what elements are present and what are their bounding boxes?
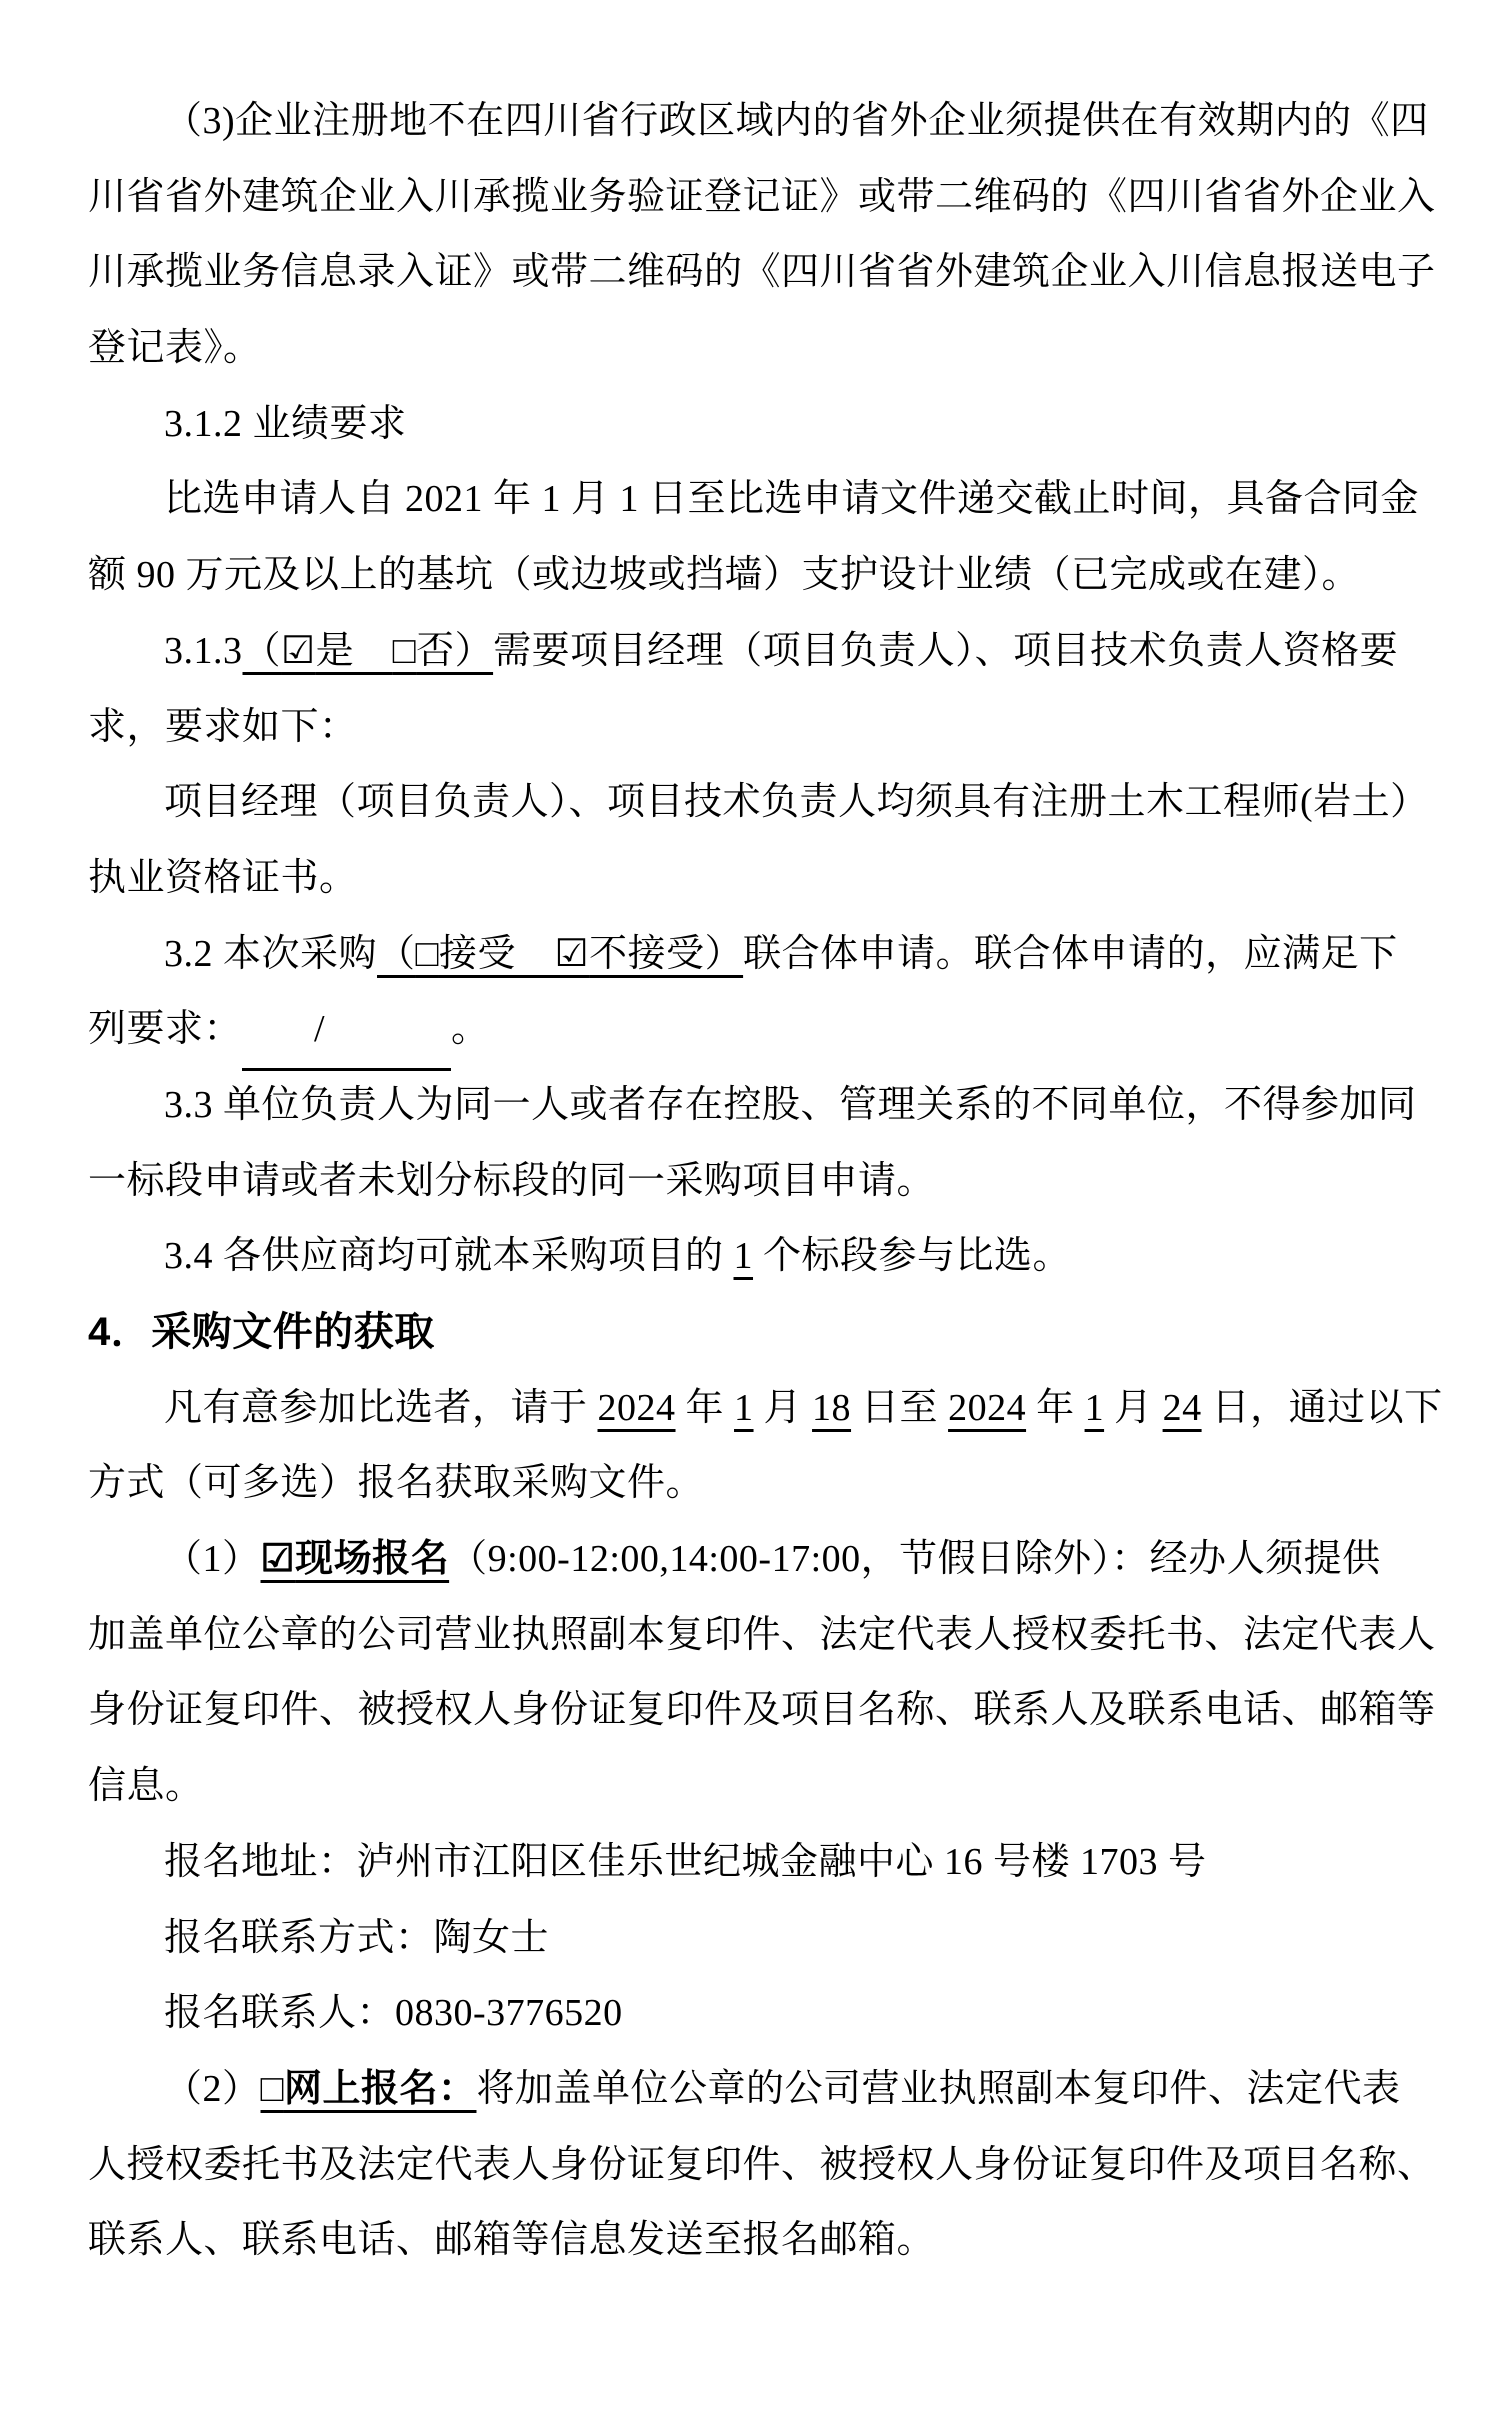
text-run: 现场报名 [295, 1538, 450, 1581]
checkbox-checked-icon: ☑ [281, 629, 316, 672]
text-run: 1 [733, 1235, 754, 1278]
fill-in-blank-slash: / [242, 992, 451, 1071]
document-line [88, 2128, 1440, 2204]
text-run: 年 [1026, 1386, 1085, 1429]
text-run: 2024 [597, 1386, 676, 1429]
checkbox-unchecked-icon: □ [392, 629, 417, 672]
text-run: 否） [416, 629, 494, 672]
text-run: 项目经理（项目负责人）、项目技术负责人均须具有注册土木工程师(岩土） [164, 781, 1429, 824]
text-run: 需要项目经理（项目负责人）、项目技术负责人资格要 [493, 629, 1399, 672]
document-line [88, 311, 1440, 387]
text-run: 2024 [948, 1386, 1027, 1429]
text-run: 报名联系人：0830-3776520 [164, 1992, 623, 2035]
document-line [88, 538, 1440, 614]
text-run: 人授权委托书及法定代表人身份证复印件、被授权人身份证复印件及项目名称、 [88, 2143, 1436, 2186]
text-run: 个标段参与比选。 [753, 1235, 1072, 1278]
text-run: 网上报名： [283, 2067, 477, 2110]
document-line [88, 235, 1440, 311]
checkbox-unchecked-icon: □ [415, 932, 439, 975]
text-run: 执业资格证书。 [88, 856, 358, 899]
document-line [88, 2203, 1440, 2279]
text-run: 列要求： [88, 1008, 243, 1051]
document-line [88, 84, 1440, 160]
text-run: 身份证复印件、被授权人身份证复印件及项目名称、联系人及联系电话、邮箱等 [88, 1689, 1436, 1732]
text-run: 4．采购文件的获取 [88, 1310, 435, 1354]
text-run: （3)企业注册地不在四川省行政区域内的省外企业须提供在有效期内的《四 [164, 100, 1429, 142]
text-run: 信息。 [88, 1765, 204, 1808]
document-line [88, 1749, 1440, 1825]
checkbox-checked-icon: ☑ [260, 1538, 296, 1581]
text-run: 接受 [438, 932, 555, 975]
document-line [88, 765, 1440, 841]
text-run: 比选申请人自 2021 年 1 月 1 日至比选申请文件递交截止时间，具备合同金 [164, 478, 1420, 521]
text-run: 联合体申请。联合体申请的，应满足下 [743, 932, 1398, 975]
document-line [88, 1068, 1440, 1144]
text-run: 将加盖单位公章的公司营业执照副本复印件、法定代表 [476, 2067, 1401, 2110]
document-line [88, 690, 1440, 766]
document-line [88, 1522, 1440, 1598]
text-run: 18 [812, 1386, 852, 1429]
text-run: 1 [1084, 1386, 1105, 1429]
text-run: 方式（可多选）报名获取采购文件。 [88, 1462, 705, 1505]
document-line [88, 1446, 1440, 1522]
text-run: 登记表》。 [88, 327, 262, 370]
checkbox-checked-icon: ☑ [554, 932, 590, 975]
document-body [88, 84, 1443, 2279]
text-run: 加盖单位公章的公司营业执照副本复印件、法定代表人授权委托书、法定代表人 [88, 1613, 1436, 1656]
text-run: 3.1.3 [164, 629, 243, 672]
text-run: 不接受） [589, 932, 744, 975]
document-line [88, 1219, 1440, 1295]
document-line [88, 160, 1440, 236]
text-run: 月 [753, 1386, 813, 1429]
text-run: 3.4 各供应商均可就本采购项目的 [164, 1235, 734, 1278]
document-line [88, 1598, 1440, 1674]
checkbox-unchecked-icon: □ [260, 2067, 284, 2110]
text-run: 3.2 本次采购 [164, 932, 378, 975]
document-line [88, 841, 1440, 917]
document-line [88, 992, 1440, 1068]
text-run: 一标段申请或者未划分标段的同一采购项目申请。 [88, 1159, 936, 1202]
document-line [88, 614, 1440, 690]
text-run: （2） [164, 2067, 261, 2110]
text-run: （9:00-12:00,14:00-17:00，节假日除外）：经办人须提供 [449, 1538, 1381, 1581]
text-run: （1） [164, 1538, 261, 1581]
document-line [88, 387, 1440, 463]
document-line [88, 462, 1440, 538]
text-run: 川省省外建筑企业入川承揽业务验证登记证》或带二维码的《四川省省外企业入 [88, 175, 1436, 218]
section-4-heading [88, 1295, 1440, 1371]
text-run: 联系人、联系电话、邮箱等信息发送至报名邮箱。 [88, 2219, 936, 2262]
document-line [88, 1144, 1440, 1220]
document-line [88, 1976, 1440, 2052]
text-run: 报名地址：泸州市江阳区佳乐世纪城金融中心 16 号楼 1703 号 [164, 1840, 1207, 1883]
text-run: （ [377, 932, 416, 975]
document-line [88, 917, 1440, 993]
text-run: 3.3 单位负责人为同一人或者存在控股、管理关系的不同单位，不得参加同 [164, 1083, 1417, 1126]
text-run: 24 [1162, 1386, 1202, 1429]
text-run: 凡有意参加比选者，请于 [164, 1386, 598, 1429]
text-run: 日，通过以下 [1201, 1386, 1443, 1429]
text-run: 求，要求如下： [88, 705, 358, 748]
document-line [88, 1825, 1440, 1901]
text-run: 日至 [851, 1386, 949, 1429]
text-run: 1 [734, 1386, 754, 1429]
text-run: 是 [315, 629, 393, 672]
text-run: 3.1.2 业绩要求 [164, 402, 407, 445]
text-run: 。 [451, 1008, 490, 1051]
text-run: 川承揽业务信息录入证》或带二维码的《四川省省外建筑企业入川信息报送电子 [88, 251, 1436, 294]
text-run: 报名联系方式：陶女士 [164, 1916, 550, 1959]
document-line [88, 2052, 1440, 2128]
text-run: 额 90 万元及以上的基坑（或边坡或挡墙）支护设计业绩（已完成或在建）。 [88, 554, 1361, 597]
text-run: （ [242, 629, 282, 672]
document-line [88, 1901, 1440, 1977]
document-line [88, 1371, 1443, 1447]
document-line [88, 1673, 1440, 1749]
text-run: 年 [675, 1386, 735, 1429]
text-run: 月 [1104, 1386, 1163, 1429]
